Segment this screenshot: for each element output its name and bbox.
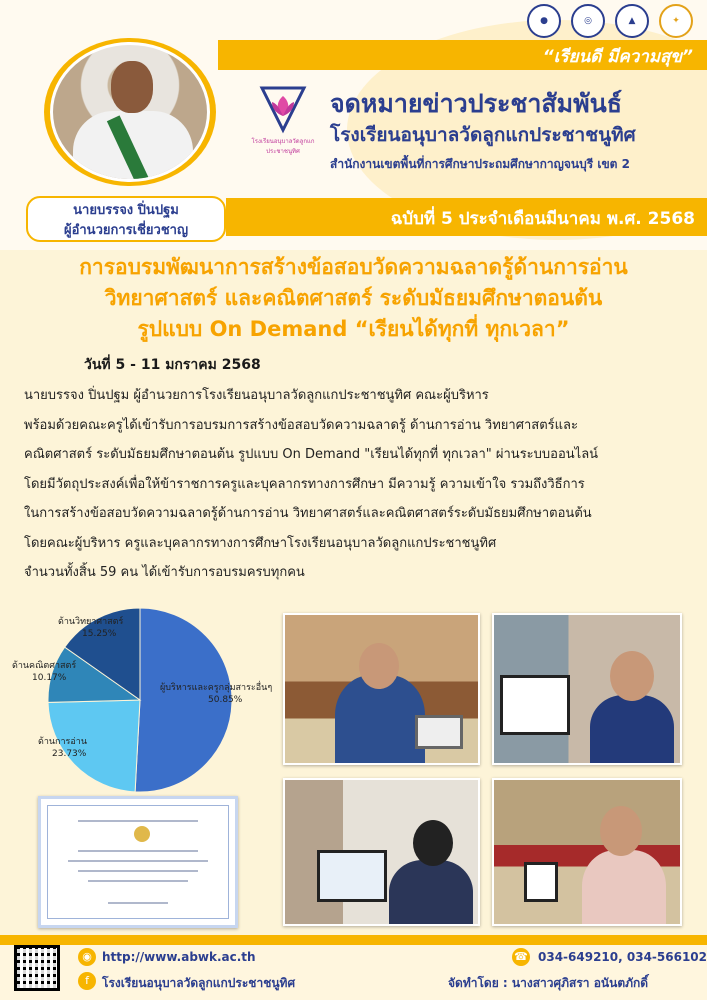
issue-number: ฉบับที่ 5 ประจำเดือนมีนาคม พ.ศ. 2568 bbox=[390, 209, 695, 229]
ministry-seal: ✦ bbox=[659, 4, 693, 38]
phone-icon: ☎ bbox=[512, 948, 530, 966]
pie-label-science: ด้านวิทยาศาสตร์ 15.25% bbox=[58, 617, 124, 639]
pie-label-others: ผู้บริหารและครูกลุ่มสาระอื่นๆ 50.85% bbox=[160, 683, 273, 705]
body-line: นายบรรจง ปิ่นปฐม ผู้อำนวยการโรงเรียนอนุบาลวัดลูกแกประชาชนูทิศ คณะผู้บริหาร bbox=[24, 388, 489, 403]
pie-label-math: ด้านคณิตศาสตร์ 10.17% bbox=[12, 661, 77, 683]
body-line: โดยมีวัตถุประสงค์เพื่อให้ข้าราชการครูและบุคลากรทางการศึกษา มีความรู้ ความเข้าใจ รวมถึงวิธีการ bbox=[24, 476, 585, 492]
school-logo-small: ● bbox=[527, 4, 561, 38]
director-name: นายบรรจง ปิ่นปฐม bbox=[73, 203, 179, 218]
article-body bbox=[24, 381, 694, 588]
credit-text: จัดทำโดย : นางสาวศุภิสรา อนันตภักดิ์ bbox=[448, 976, 649, 990]
school-lotus-logo bbox=[258, 84, 308, 134]
school-name: โรงเรียนอนุบาลวัดลูกแกประชาชนูทิศ bbox=[330, 124, 636, 146]
headline-line: วิทยาศาสตร์ และคณิตศาสตร์ ระดับมัธยมศึกษาตอนต้น bbox=[104, 286, 603, 310]
director-photo bbox=[50, 42, 210, 182]
pie-label-reading: ด้านการอ่าน 23.73% bbox=[38, 737, 87, 759]
headline-line: รูปแบบ On Demand “เรียนได้ทุกที่ ทุกเวลา” bbox=[137, 317, 570, 341]
body-line: คณิตศาสตร์ ระดับมัธยมศึกษาตอนต้น รูปแบบ On Demand "เรียนได้ทุกที่ ทุกเวลา" ผ่านระบบออนไลน์ bbox=[24, 447, 599, 462]
headline-line: การอบรมพัฒนาการสร้างข้อสอบวัดความฉลาดรู้ด้านการอ่าน bbox=[79, 255, 628, 279]
partner-logos bbox=[527, 4, 693, 38]
newsletter-title: จดหมายข่าวประชาสัมพันธ์ bbox=[330, 89, 622, 118]
photo-teacher-computer bbox=[492, 613, 682, 765]
article-headline bbox=[0, 252, 707, 345]
footer-stripe bbox=[0, 935, 707, 945]
issue-bar bbox=[226, 198, 707, 236]
body-line: จำนวนทั้งสิ้น 59 คน ได้เข้ารับการอบรมครบทุกคน bbox=[24, 565, 305, 580]
obec-logo: ▲ bbox=[615, 4, 649, 38]
article-date: วันที่ 5 - 11 มกราคม 2568 bbox=[84, 357, 261, 373]
director-title: ผู้อำนวยการเชี่ยวชาญ bbox=[63, 223, 189, 238]
world-class-logo: ◎ bbox=[571, 4, 605, 38]
body-line: โดยคณะผู้บริหาร ครูและบุคลากรทางการศึกษาโรงเรียนอนุบาลวัดลูกแกประชาชนูทิศ bbox=[24, 535, 497, 551]
photo-teacher-tablet bbox=[492, 778, 682, 926]
photo-teacher-monitor bbox=[283, 778, 480, 926]
certificate-image bbox=[38, 796, 238, 928]
phone-number: 034-649210, 034-566102 bbox=[538, 950, 707, 964]
photo-director-at-desk bbox=[283, 613, 480, 765]
facebook-link[interactable]: โรงเรียนอนุบาลวัดลูกแกประชาชนูทิศ bbox=[102, 976, 296, 990]
qr-code-pattern bbox=[17, 948, 57, 988]
body-line: พร้อมด้วยคณะครูได้เข้ารับการอบรมการสร้างข้อสอบวัดความฉลาดรู้ ด้านการอ่าน วิทยาศาสตร์และ bbox=[24, 417, 578, 433]
globe-icon: ◉ bbox=[78, 948, 96, 966]
school-logo-caption: โรงเรียนอนุบาลวัดลูกแกประชาชนูทิศ bbox=[251, 138, 315, 155]
slogan-bar bbox=[218, 40, 707, 70]
slogan: “เรียนดี มีความสุข” bbox=[542, 47, 693, 67]
education-office: สำนักงานเขตพื้นที่การศึกษาประถมศึกษากาญจนบุรี เขต 2 bbox=[330, 157, 630, 171]
director-name-box bbox=[26, 196, 226, 242]
participant-pie-chart bbox=[0, 596, 275, 796]
facebook-icon: f bbox=[78, 972, 96, 990]
website-link[interactable]: http://www.abwk.ac.th bbox=[102, 950, 256, 964]
body-line: ในการสร้างข้อสอบวัดความฉลาดรู้ด้านการอ่าน วิทยาศาสตร์และคณิตศาสตร์ระดับมัธยมศึกษาตอนต้น bbox=[24, 506, 592, 521]
